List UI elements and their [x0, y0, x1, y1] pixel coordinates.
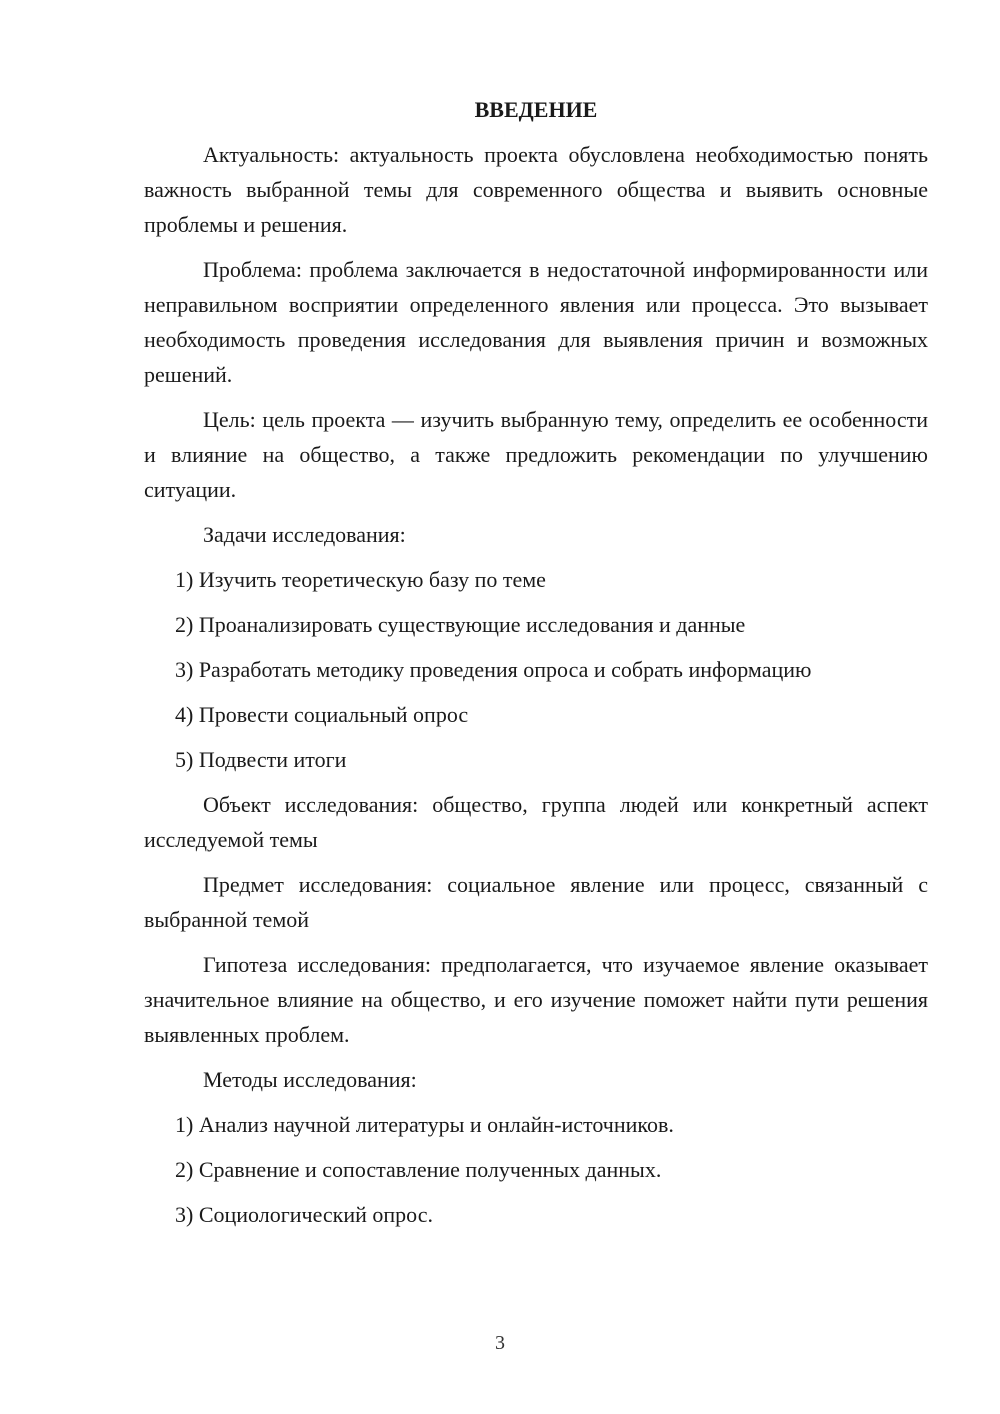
task-item: 3) Разработать методику проведения опроса и собрать информацию: [175, 657, 812, 682]
method-item: 2) Сравнение и сопоставление полученных данных.: [175, 1157, 662, 1182]
page-number: 3: [495, 1332, 505, 1354]
relevance-paragraph: Актуальность: актуальность проекта обусловлена необходимостью понять важность выбранной темы для современного общества и выявить основные проблемы и решения.: [144, 142, 928, 237]
method-item: 3) Социологический опрос.: [175, 1202, 433, 1227]
object-paragraph: Объект исследования: общество, группа людей или конкретный аспект исследуемой темы: [144, 792, 928, 852]
task-item: 4) Провести социальный опрос: [175, 702, 469, 727]
methods-label: Методы исследования:: [203, 1067, 417, 1092]
tasks-label: Задачи исследования:: [203, 522, 406, 547]
problem-paragraph: Проблема: проблема заключается в недостаточной информированности или неправильном восприятии определенного явления или процесса. Это вызывает необходимость проведения исследования для выявления причин и возможных решений.: [144, 257, 928, 387]
task-item: 1) Изучить теоретическую базу по теме: [175, 567, 546, 592]
task-item: 2) Проанализировать существующие исследования и данные: [175, 612, 746, 637]
method-item: 1) Анализ научной литературы и онлайн-источников.: [175, 1112, 674, 1137]
page-content: [144, 92, 928, 1232]
task-item: 5) Подвести итоги: [175, 747, 347, 772]
subject-paragraph: Предмет исследования: социальное явление или процесс, связанный с выбранной темой: [144, 872, 928, 932]
hypothesis-paragraph: Гипотеза исследования: предполагается, что изучаемое явление оказывает значительное влияние на общество, и его изучение поможет найти пути решения выявленных проблем.: [144, 952, 928, 1047]
page-title: ВВЕДЕНИЕ: [474, 97, 598, 122]
goal-paragraph: Цель: цель проекта — изучить выбранную тему, определить ее особенности и влияние на общество, а также предложить рекомендации по улучшению ситуации.: [144, 407, 928, 502]
